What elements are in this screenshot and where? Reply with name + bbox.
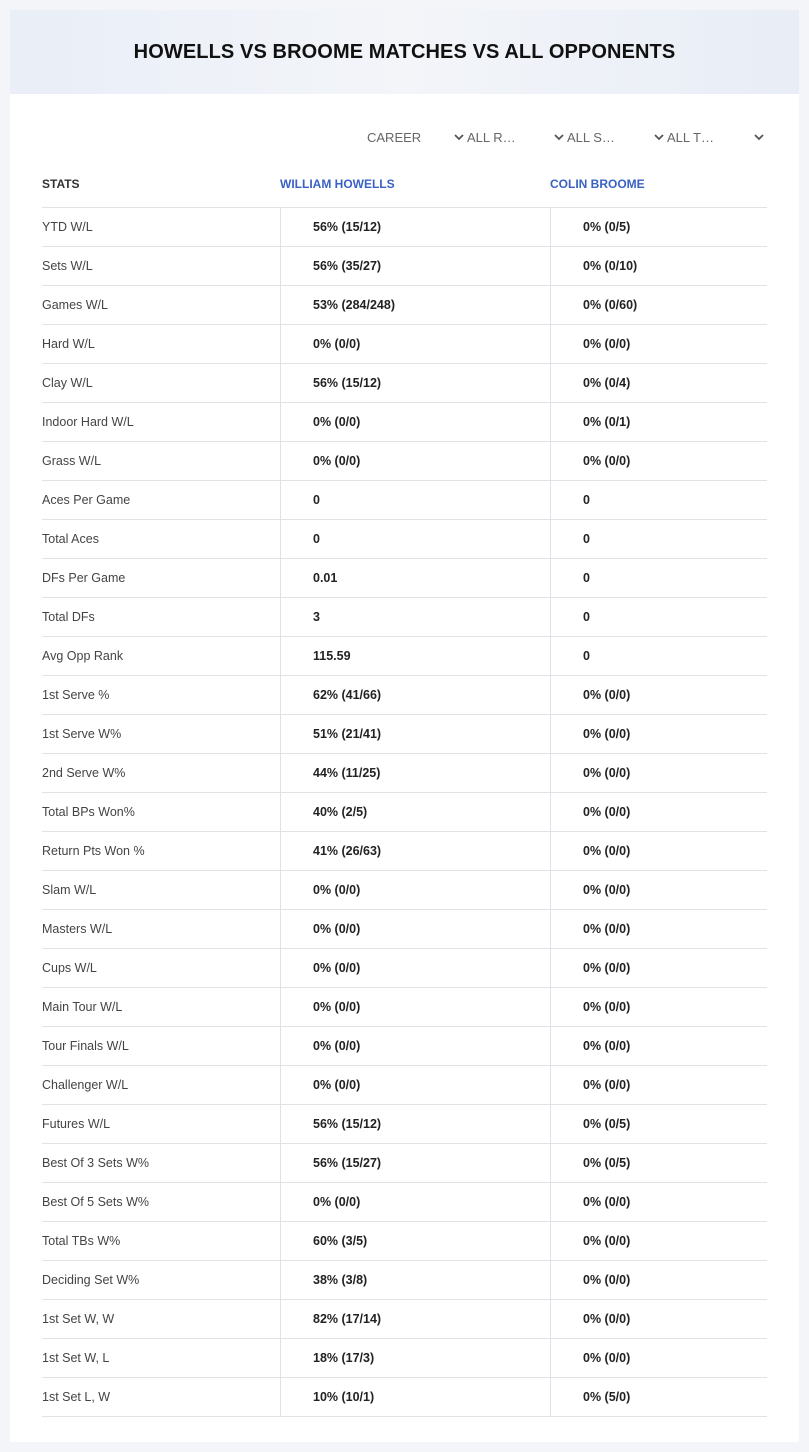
player1-value: 38% (3/8) [280, 1261, 550, 1299]
stat-label: Best Of 3 Sets W% [42, 1156, 149, 1170]
table-row [42, 325, 767, 364]
player2-value: 0% (0/0) [550, 1066, 767, 1104]
player2-value: 0% (0/0) [550, 1339, 767, 1377]
player2-value: 0% (0/0) [550, 871, 767, 909]
filter-period-label: CAREER [367, 129, 422, 145]
player2-value: 0% (0/0) [550, 1222, 767, 1260]
player1-value: 44% (11/25) [280, 754, 550, 792]
player1-value: 56% (15/12) [280, 1105, 550, 1143]
player1-value: 62% (41/66) [280, 676, 550, 714]
table-row [42, 1027, 767, 1066]
stat-label: 1st Serve W% [42, 727, 122, 741]
player1-value: 82% (17/14) [280, 1300, 550, 1338]
table-row [42, 286, 767, 325]
stat-label: 2nd Serve W% [42, 766, 126, 780]
stat-label: Best Of 5 Sets W% [42, 1195, 149, 1209]
player2-value: 0 [550, 559, 767, 597]
stat-label: Masters W/L [42, 922, 113, 936]
player1-value: 53% (284/248) [280, 286, 550, 324]
table-body [42, 208, 767, 1417]
chevron-down-icon [553, 131, 565, 143]
table-row [42, 442, 767, 481]
player1-value: 0% (0/0) [280, 403, 550, 441]
stat-label: Challenger W/L [42, 1078, 129, 1092]
table-row [42, 832, 767, 871]
table-row [42, 1105, 767, 1144]
player1-value: 40% (2/5) [280, 793, 550, 831]
player1-value: 0% (0/0) [280, 871, 550, 909]
stat-label: Tour Finals W/L [42, 1039, 129, 1053]
player2-value: 0% (0/0) [550, 715, 767, 753]
header-player2-link[interactable]: COLIN BROOME [550, 176, 645, 191]
player2-value: 0% (0/1) [550, 403, 767, 441]
table-row [42, 910, 767, 949]
player2-value: 0% (0/5) [550, 208, 767, 246]
page-title: HOWELLS VS BROOME MATCHES VS ALL OPPONENTS [133, 40, 676, 63]
player2-value: 0% (0/0) [550, 1183, 767, 1221]
player2-value: 0 [550, 520, 767, 558]
stat-label: Deciding Set W% [42, 1273, 140, 1287]
filter-round-select[interactable] [467, 126, 567, 148]
chevron-down-icon [453, 131, 465, 143]
player1-value: 51% (21/41) [280, 715, 550, 753]
player2-value: 0% (0/0) [550, 754, 767, 792]
stat-label: Hard W/L [42, 337, 95, 351]
stat-label: Grass W/L [42, 454, 102, 468]
player1-value: 60% (3/5) [280, 1222, 550, 1260]
stat-label: Avg Opp Rank [42, 649, 124, 663]
filter-tournament-label: ALL T… [667, 129, 714, 145]
player1-value: 0% (0/0) [280, 1183, 550, 1221]
player1-value: 0% (0/0) [280, 442, 550, 480]
table-row [42, 637, 767, 676]
header-stats: STATS [42, 176, 80, 191]
player2-value: 0% (0/10) [550, 247, 767, 285]
player2-value: 0% (0/5) [550, 1144, 767, 1182]
player1-value: 0% (0/0) [280, 910, 550, 948]
table-row [42, 559, 767, 598]
stat-label: Clay W/L [42, 376, 93, 390]
player2-value: 0% (0/0) [550, 442, 767, 480]
player2-value: 0 [550, 637, 767, 675]
player1-value: 115.59 [280, 637, 550, 675]
table-row [42, 754, 767, 793]
player2-value: 0% (0/60) [550, 286, 767, 324]
player2-value: 0% (0/0) [550, 793, 767, 831]
player2-value: 0% (5/0) [550, 1378, 767, 1416]
stat-label: 1st Set L, W [42, 1390, 111, 1404]
table-row [42, 1339, 767, 1378]
stat-label: Total Aces [42, 532, 99, 546]
stat-label: Return Pts Won % [42, 844, 145, 858]
player2-value: 0% (0/5) [550, 1105, 767, 1143]
stat-label: Sets W/L [42, 259, 93, 273]
player1-value: 0% (0/0) [280, 325, 550, 363]
player1-value: 56% (15/12) [280, 208, 550, 246]
player2-value: 0% (0/0) [550, 1027, 767, 1065]
player2-value: 0 [550, 481, 767, 519]
table-row [42, 949, 767, 988]
stat-label: Total DFs [42, 610, 95, 624]
stats-table [42, 160, 767, 1417]
table-row [42, 481, 767, 520]
player1-value: 41% (26/63) [280, 832, 550, 870]
stat-label: 1st Set W, W [42, 1312, 115, 1326]
table-row [42, 364, 767, 403]
table-row [42, 403, 767, 442]
stat-label: Main Tour W/L [42, 1000, 123, 1014]
player1-value: 18% (17/3) [280, 1339, 550, 1377]
player2-value: 0% (0/0) [550, 910, 767, 948]
player2-value: 0% (0/0) [550, 949, 767, 987]
stat-label: Cups W/L [42, 961, 97, 975]
player2-value: 0% (0/0) [550, 1261, 767, 1299]
chevron-down-icon [753, 131, 765, 143]
player1-value: 0% (0/0) [280, 949, 550, 987]
table-row [42, 1066, 767, 1105]
table-row [42, 1222, 767, 1261]
stat-label: YTD W/L [42, 220, 93, 234]
stat-label: Aces Per Game [42, 493, 131, 507]
table-row [42, 520, 767, 559]
player1-value: 0 [280, 520, 550, 558]
table-row [42, 598, 767, 637]
player1-value: 0% (0/0) [280, 1027, 550, 1065]
player2-value: 0% (0/0) [550, 325, 767, 363]
player2-value: 0% (0/0) [550, 676, 767, 714]
table-row [42, 1183, 767, 1222]
stat-label: DFs Per Game [42, 571, 126, 585]
filter-surface-label: ALL S… [567, 129, 615, 145]
player2-value: 0 [550, 598, 767, 636]
table-row [42, 247, 767, 286]
table-row [42, 715, 767, 754]
player2-value: 0% (0/0) [550, 988, 767, 1026]
player1-value: 56% (15/12) [280, 364, 550, 402]
table-row [42, 1261, 767, 1300]
filter-surface-select[interactable] [567, 126, 667, 148]
stat-label: Total BPs Won% [42, 805, 135, 819]
stat-label: Indoor Hard W/L [42, 415, 134, 429]
card-header [10, 10, 799, 94]
player1-value: 56% (35/27) [280, 247, 550, 285]
chevron-down-icon [653, 131, 665, 143]
filter-period-select[interactable] [367, 126, 467, 148]
stat-label: 1st Set W, L [42, 1351, 110, 1365]
stat-label: Slam W/L [42, 883, 97, 897]
stat-label: Futures W/L [42, 1117, 111, 1131]
player1-value: 0% (0/0) [280, 1066, 550, 1104]
player1-value: 10% (10/1) [280, 1378, 550, 1416]
player1-value: 0% (0/0) [280, 988, 550, 1026]
table-row [42, 871, 767, 910]
header-player1-link[interactable]: WILLIAM HOWELLS [280, 176, 395, 191]
player2-value: 0% (0/0) [550, 1300, 767, 1338]
table-row [42, 1378, 767, 1417]
table-row [42, 988, 767, 1027]
table-row [42, 1144, 767, 1183]
table-header [42, 160, 767, 208]
table-row [42, 676, 767, 715]
table-row [42, 793, 767, 832]
player1-value: 0 [280, 481, 550, 519]
filter-tournament-select[interactable] [667, 126, 767, 148]
stat-label: Total TBs W% [42, 1234, 121, 1248]
player2-value: 0% (0/4) [550, 364, 767, 402]
table-row [42, 1300, 767, 1339]
filter-round-label: ALL R… [467, 129, 516, 145]
player1-value: 3 [280, 598, 550, 636]
table-row [42, 208, 767, 247]
stats-card [10, 10, 799, 1442]
player2-value: 0% (0/0) [550, 832, 767, 870]
player1-value: 0.01 [280, 559, 550, 597]
player1-value: 56% (15/27) [280, 1144, 550, 1182]
filter-bar [367, 126, 767, 148]
stat-label: 1st Serve % [42, 688, 110, 702]
stat-label: Games W/L [42, 298, 108, 312]
